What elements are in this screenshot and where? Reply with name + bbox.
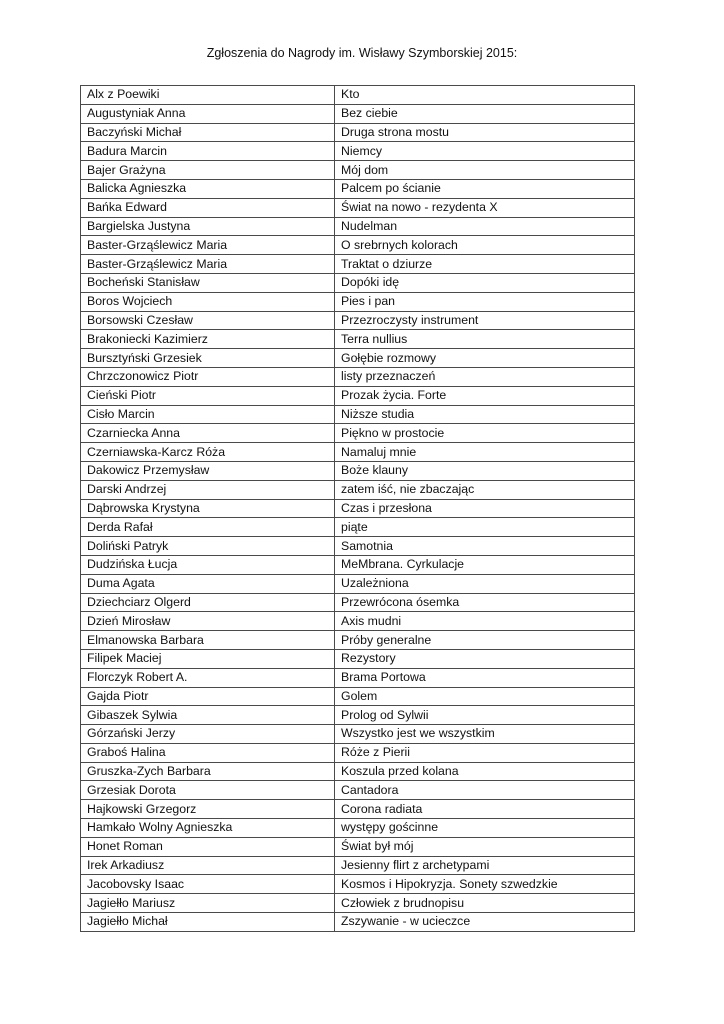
title-cell: Piękno w prostocie bbox=[335, 424, 635, 443]
table-row bbox=[81, 86, 635, 105]
title-cell: Uzależniona bbox=[335, 574, 635, 593]
table-row bbox=[81, 424, 635, 443]
title-cell: Prolog od Sylwii bbox=[335, 706, 635, 725]
title-cell: Terra nullius bbox=[335, 330, 635, 349]
author-cell: Czarniecka Anna bbox=[81, 424, 335, 443]
table-row bbox=[81, 574, 635, 593]
title-cell: Prozak życia. Forte bbox=[335, 386, 635, 405]
table-row bbox=[81, 518, 635, 537]
title-cell: występy gościnne bbox=[335, 819, 635, 838]
author-cell: Honet Roman bbox=[81, 837, 335, 856]
author-cell: Gajda Piotr bbox=[81, 687, 335, 706]
author-cell: Darski Andrzej bbox=[81, 480, 335, 499]
author-cell: Czerniawska-Karcz Róża bbox=[81, 443, 335, 462]
author-cell: Bańka Edward bbox=[81, 198, 335, 217]
author-cell: Dąbrowska Krystyna bbox=[81, 499, 335, 518]
author-cell: Dzień Mirosław bbox=[81, 612, 335, 631]
table-row bbox=[81, 706, 635, 725]
author-cell: Jagiełło Michał bbox=[81, 913, 335, 932]
table-row bbox=[81, 142, 635, 161]
title-cell: Wszystko jest we wszystkim bbox=[335, 725, 635, 744]
table-row bbox=[81, 292, 635, 311]
table-row bbox=[81, 367, 635, 386]
author-cell: Jagiełło Mariusz bbox=[81, 894, 335, 913]
author-cell: Baster-Grząślewicz Maria bbox=[81, 255, 335, 274]
table-row bbox=[81, 311, 635, 330]
table-row bbox=[81, 649, 635, 668]
title-cell: Kosmos i Hipokryzja. Sonety szwedzkie bbox=[335, 875, 635, 894]
title-cell: Czas i przesłona bbox=[335, 499, 635, 518]
table-row bbox=[81, 612, 635, 631]
title-cell: Świat był mój bbox=[335, 837, 635, 856]
author-cell: Bargielska Justyna bbox=[81, 217, 335, 236]
title-cell: listy przeznaczeń bbox=[335, 367, 635, 386]
author-cell: Górzański Jerzy bbox=[81, 725, 335, 744]
table-row bbox=[81, 179, 635, 198]
table-row bbox=[81, 443, 635, 462]
author-cell: Gibaszek Sylwia bbox=[81, 706, 335, 725]
table-row bbox=[81, 499, 635, 518]
table-row bbox=[81, 255, 635, 274]
title-cell: zatem iść, nie zbaczając bbox=[335, 480, 635, 499]
author-cell: Cieński Piotr bbox=[81, 386, 335, 405]
author-cell: Graboś Halina bbox=[81, 743, 335, 762]
table-row bbox=[81, 800, 635, 819]
table-row bbox=[81, 894, 635, 913]
table-row bbox=[81, 781, 635, 800]
title-cell: Dopóki idę bbox=[335, 273, 635, 292]
title-cell: Corona radiata bbox=[335, 800, 635, 819]
title-cell: Mój dom bbox=[335, 161, 635, 180]
author-cell: Florczyk Robert A. bbox=[81, 668, 335, 687]
author-cell: Dakowicz Przemysław bbox=[81, 461, 335, 480]
submissions-table-body bbox=[81, 86, 635, 932]
table-row bbox=[81, 405, 635, 424]
title-cell: Boże klauny bbox=[335, 461, 635, 480]
author-cell: Grzesiak Dorota bbox=[81, 781, 335, 800]
table-row bbox=[81, 819, 635, 838]
title-cell: Pies i pan bbox=[335, 292, 635, 311]
table-row bbox=[81, 349, 635, 368]
title-cell: Traktat o dziurze bbox=[335, 255, 635, 274]
title-cell: Brama Portowa bbox=[335, 668, 635, 687]
author-cell: Gruszka-Zych Barbara bbox=[81, 762, 335, 781]
author-cell: Cisło Marcin bbox=[81, 405, 335, 424]
title-cell: Przewrócona ósemka bbox=[335, 593, 635, 612]
title-cell: Palcem po ścianie bbox=[335, 179, 635, 198]
table-row bbox=[81, 123, 635, 142]
author-cell: Filipek Maciej bbox=[81, 649, 335, 668]
author-cell: Bajer Grażyna bbox=[81, 161, 335, 180]
table-row bbox=[81, 555, 635, 574]
table-row bbox=[81, 631, 635, 650]
title-cell: Druga strona mostu bbox=[335, 123, 635, 142]
table-row bbox=[81, 743, 635, 762]
table-row bbox=[81, 668, 635, 687]
table-row bbox=[81, 875, 635, 894]
title-cell: Róże z Pierii bbox=[335, 743, 635, 762]
title-cell: O srebrnych kolorach bbox=[335, 236, 635, 255]
author-cell: Baster-Grząślewicz Maria bbox=[81, 236, 335, 255]
table-row bbox=[81, 236, 635, 255]
title-cell: Niższe studia bbox=[335, 405, 635, 424]
author-cell: Hamkało Wolny Agnieszka bbox=[81, 819, 335, 838]
author-cell: Doliński Patryk bbox=[81, 537, 335, 556]
author-cell: Borsowski Czesław bbox=[81, 311, 335, 330]
author-cell: Hajkowski Grzegorz bbox=[81, 800, 335, 819]
title-cell: Przezroczysty instrument bbox=[335, 311, 635, 330]
title-cell: Zszywanie - w ucieczce bbox=[335, 913, 635, 932]
author-cell: Elmanowska Barbara bbox=[81, 631, 335, 650]
title-cell: Jesienny flirt z archetypami bbox=[335, 856, 635, 875]
title-cell: Świat na nowo - rezydenta X bbox=[335, 198, 635, 217]
title-cell: Axis mudni bbox=[335, 612, 635, 631]
table-row bbox=[81, 837, 635, 856]
author-cell: Alx z Poewiki bbox=[81, 86, 335, 105]
author-cell: Badura Marcin bbox=[81, 142, 335, 161]
author-cell: Boros Wojciech bbox=[81, 292, 335, 311]
title-cell: Nudelman bbox=[335, 217, 635, 236]
table-row bbox=[81, 687, 635, 706]
table-row bbox=[81, 217, 635, 236]
author-cell: Jacobovsky Isaac bbox=[81, 875, 335, 894]
table-row bbox=[81, 273, 635, 292]
author-cell: Dziechciarz Olgerd bbox=[81, 593, 335, 612]
title-cell: MeMbrana. Cyrkulacje bbox=[335, 555, 635, 574]
table-row bbox=[81, 386, 635, 405]
table-row bbox=[81, 461, 635, 480]
title-cell: Gołębie rozmowy bbox=[335, 349, 635, 368]
title-cell: Cantadora bbox=[335, 781, 635, 800]
author-cell: Bocheński Stanisław bbox=[81, 273, 335, 292]
author-cell: Chrzczonowicz Piotr bbox=[81, 367, 335, 386]
title-cell: Próby generalne bbox=[335, 631, 635, 650]
submissions-table bbox=[80, 85, 635, 932]
table-row bbox=[81, 480, 635, 499]
page-title: Zgłoszenia do Nagrody im. Wisławy Szymborskiej 2015: bbox=[206, 46, 518, 60]
author-cell: Irek Arkadiusz bbox=[81, 856, 335, 875]
author-cell: Derda Rafał bbox=[81, 518, 335, 537]
table-row bbox=[81, 330, 635, 349]
author-cell: Baczyński Michał bbox=[81, 123, 335, 142]
title-cell: Samotnia bbox=[335, 537, 635, 556]
table-row bbox=[81, 593, 635, 612]
title-cell: Namaluj mnie bbox=[335, 443, 635, 462]
table-row bbox=[81, 161, 635, 180]
title-cell: Rezystory bbox=[335, 649, 635, 668]
title-cell: Kto bbox=[335, 86, 635, 105]
author-cell: Duma Agata bbox=[81, 574, 335, 593]
title-cell: Bez ciebie bbox=[335, 104, 635, 123]
table-row bbox=[81, 725, 635, 744]
author-cell: Augustyniak Anna bbox=[81, 104, 335, 123]
table-row bbox=[81, 762, 635, 781]
table-row bbox=[81, 104, 635, 123]
author-cell: Bursztyński Grzesiek bbox=[81, 349, 335, 368]
author-cell: Dudzińska Łucja bbox=[81, 555, 335, 574]
author-cell: Brakoniecki Kazimierz bbox=[81, 330, 335, 349]
title-cell: Człowiek z brudnopisu bbox=[335, 894, 635, 913]
table-row bbox=[81, 856, 635, 875]
table-row bbox=[81, 537, 635, 556]
table-row bbox=[81, 913, 635, 932]
table-row bbox=[81, 198, 635, 217]
title-cell: piąte bbox=[335, 518, 635, 537]
title-cell: Koszula przed kolana bbox=[335, 762, 635, 781]
title-cell: Golem bbox=[335, 687, 635, 706]
author-cell: Balicka Agnieszka bbox=[81, 179, 335, 198]
title-cell: Niemcy bbox=[335, 142, 635, 161]
